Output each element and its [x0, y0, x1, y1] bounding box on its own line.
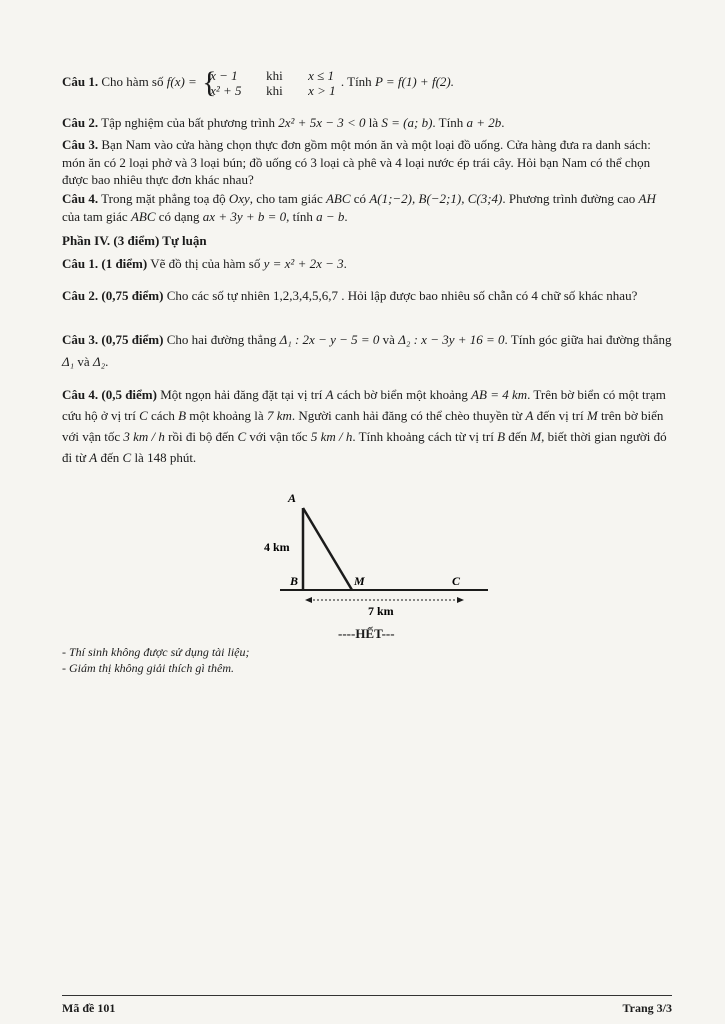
question-label: Câu 4. — [62, 191, 99, 206]
label-m: M — [354, 574, 365, 588]
punctuation: . — [501, 115, 505, 130]
essay-question-4 — [62, 384, 674, 468]
label-b: B — [290, 574, 299, 588]
essay-question-3 — [62, 329, 674, 373]
question-text: , tính — [286, 208, 313, 224]
lighthouse-diagram — [260, 488, 490, 623]
question-text: và — [382, 332, 395, 347]
question-2 — [62, 114, 674, 132]
question-text: . Trên bờ biển có một trạm cứu hộ ở vị trí — [62, 387, 666, 423]
math-expression: A — [525, 408, 534, 423]
math-expression: M — [586, 408, 598, 423]
question-text: một khoảng là — [189, 408, 264, 423]
math-expression: B — [497, 429, 506, 444]
question-4 — [62, 190, 674, 225]
question-text: có dạng — [158, 208, 200, 224]
math-expression: ABC — [130, 208, 156, 224]
question-label: Câu 3. (0,75 điểm) — [62, 332, 164, 347]
piecewise-row — [210, 68, 336, 83]
question-text: Cho hàm số — [101, 73, 164, 89]
punctuation: . — [343, 256, 347, 271]
question-3 — [62, 136, 674, 189]
piece-expression: x − 1 — [210, 68, 238, 83]
math-expression: C — [139, 408, 148, 423]
label-c: C — [452, 574, 461, 588]
question-text: đến — [100, 450, 120, 465]
punctuation: . — [105, 354, 109, 369]
question-text: Bạn Nam vào cửa hàng chọn thực đơn gồm một món ăn và một loại đồ uống. Cửa hàng đưa ra danh sách: món ăn có 2 loại phở và 3 loại bún; đồ uống có 3 loại cà phê và 4 loại nước ép trái cây. Hỏi bạn Nam có thể chọn được bao nhiêu thực đơn khác nhau? — [62, 137, 651, 187]
math-expression: ABC — [325, 191, 351, 206]
math-expression: AH — [638, 191, 656, 206]
label-7km: 7 km — [368, 604, 394, 618]
math-expression: a + 2b — [466, 115, 502, 130]
math-expression: a − b — [316, 208, 345, 224]
math-expression: y = x² + 2x − 3 — [263, 256, 344, 271]
piecewise-function — [202, 68, 336, 98]
footer-divider — [62, 995, 672, 996]
question-text: đến vị trí — [536, 408, 584, 423]
piecewise-row — [210, 83, 336, 98]
piece-khi: khi — [266, 68, 283, 83]
arrow-right-icon — [457, 597, 464, 603]
question-text: . Tính — [340, 73, 372, 89]
label-4km: 4 km — [264, 540, 290, 554]
question-text: là 148 phút. — [134, 450, 197, 465]
question-text: với vận tốc — [249, 429, 308, 444]
question-label: Câu 3. — [62, 137, 99, 152]
question-text: của tam giác — [62, 208, 128, 224]
question-text: cách bờ biển một khoảng — [336, 387, 468, 402]
math-expression: S = (a; b) — [381, 115, 433, 130]
question-text: , biết thời gian người đó đi từ — [62, 429, 667, 465]
question-text: là — [368, 115, 379, 130]
math-expression: ax + 3y + b = 0 — [202, 208, 287, 224]
math-expression: A — [325, 387, 334, 402]
math-expression: P = f(1) + f(2). — [374, 73, 454, 89]
exam-note: - Thí sinh không được sử dụng tài liệu; — [62, 645, 250, 659]
math-expression: Δ₂ — [92, 354, 106, 369]
question-text: Vẽ đồ thị của hàm số — [150, 256, 261, 271]
exam-code: Mã đề 101 — [62, 1001, 116, 1015]
essay-question-2 — [62, 286, 674, 305]
math-expression: B — [178, 408, 187, 423]
arrow-left-icon — [305, 597, 312, 603]
math-expression: A(1;−2), B(−2;1), C(3;4) — [369, 191, 503, 206]
piece-expression: x² + 5 — [210, 83, 242, 98]
segment-am — [303, 508, 352, 590]
question-label: Câu 2. (0,75 điểm) — [62, 288, 164, 303]
math-expression: Δ₁ — [62, 354, 75, 369]
question-label: Câu 1. (1 điểm) — [62, 256, 148, 271]
question-label: Câu 2. — [62, 115, 99, 130]
question-text: trên bờ biển với vận tốc — [62, 408, 664, 444]
math-expression: 5 km / h — [310, 429, 353, 444]
question-text: . Phương trình đường cao — [502, 191, 636, 206]
section-heading: Phần IV. (3 điểm) Tự luận — [62, 233, 207, 248]
math-expression: C — [122, 450, 132, 465]
exam-note: - Giám thị không giải thích gì thêm. — [62, 661, 234, 675]
question-text: . Người canh hải đăng có thể chèo thuyền từ — [291, 408, 523, 423]
question-text: Cho hai đường thẳng — [166, 332, 277, 347]
end-mark: ----HẾT--- — [338, 626, 395, 641]
question-text: . Tính khoảng cách từ vị trí — [352, 429, 494, 444]
math-expression: Δ₁ : 2x − y − 5 = 0 — [279, 332, 380, 347]
page-number: Trang 3/3 — [622, 1001, 672, 1015]
question-text: và — [77, 354, 90, 369]
piece-khi: khi — [266, 83, 283, 98]
brace-symbol: { — [202, 66, 217, 99]
function-notation: f(x) = — [166, 73, 197, 89]
math-expression: 3 km / h — [123, 429, 165, 444]
math-expression: 2x² + 5x − 3 < 0 — [278, 115, 366, 130]
question-text: Một ngọn hải đăng đặt tại vị trí — [160, 387, 323, 402]
question-label: Câu 4. (0,5 điểm) — [62, 387, 157, 402]
math-expression: A — [89, 450, 98, 465]
punctuation: . — [344, 208, 348, 224]
question-text: Trong mặt phẳng toạ độ — [101, 191, 226, 206]
question-text: . Tính — [432, 115, 464, 130]
question-text: Tập nghiệm của bất phương trình — [101, 115, 275, 130]
question-text: . Tính góc giữa hai đường thẳng — [504, 332, 672, 347]
question-text: có — [353, 191, 367, 206]
question-text: Cho các số tự nhiên 1,2,3,4,5,6,7 . Hỏi lập được bao nhiêu số chẵn có 4 chữ số khác nhau? — [166, 288, 638, 303]
math-expression: M — [530, 429, 542, 444]
question-text: cách — [151, 408, 175, 423]
label-a: A — [288, 491, 297, 505]
math-expression: Oxy — [228, 191, 250, 206]
piece-condition: x ≤ 1 — [308, 68, 334, 83]
question-text: đến — [508, 429, 528, 444]
question-text: , cho tam giác — [249, 191, 323, 206]
math-expression: C — [237, 429, 247, 444]
piece-condition: x > 1 — [308, 83, 336, 98]
math-expression: AB = 4 km — [471, 387, 528, 402]
question-1 — [62, 68, 674, 98]
math-expression: Δ₂ : x − 3y + 16 = 0 — [398, 332, 505, 347]
question-label: Câu 1. — [62, 73, 99, 89]
essay-question-1 — [62, 255, 674, 273]
question-text: rồi đi bộ đến — [168, 429, 235, 444]
math-expression: 7 km — [266, 408, 292, 423]
